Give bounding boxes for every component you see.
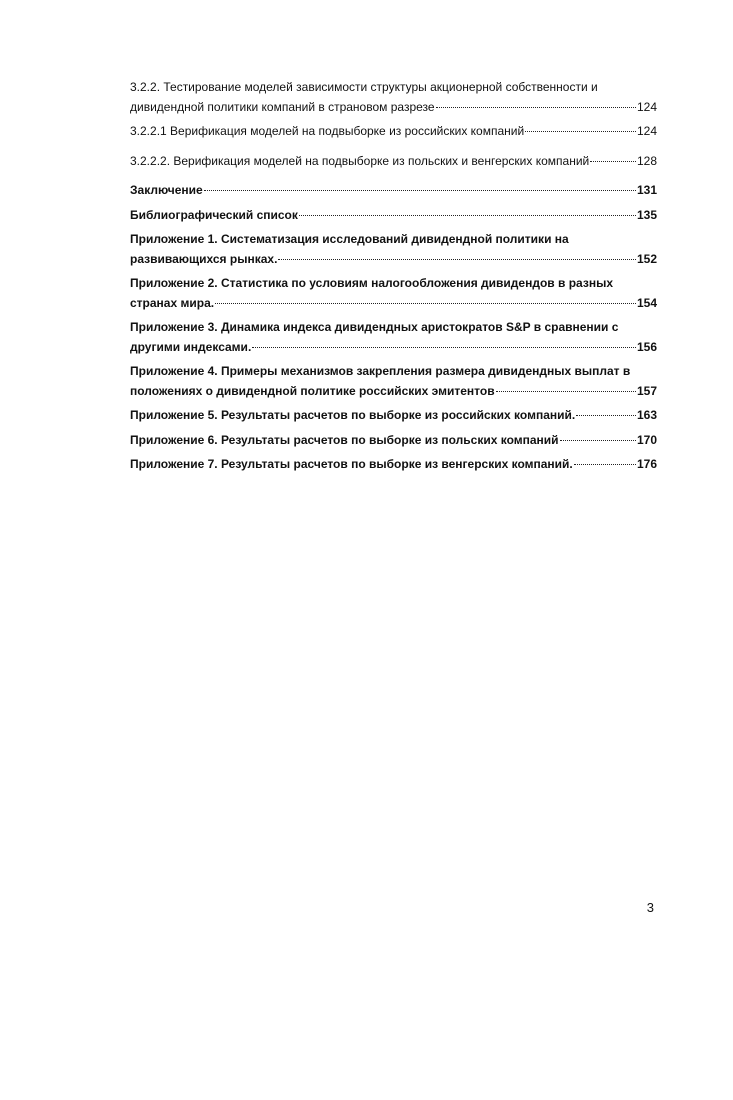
toc-entry-title-line1: Приложение 2. Статистика по условиям налогообложения дивидендов в разных [130, 276, 613, 290]
toc-entry-appendix-1[interactable] [130, 230, 657, 269]
toc-page-number: 124 [636, 99, 657, 114]
toc-entry-title: 3.2.2.1 Верификация моделей на подвыборке из российских компаний [130, 124, 525, 138]
toc-entry-title-line1: 3.2.2. Тестирование моделей зависимости структуры акционерной собственности и [130, 80, 598, 94]
toc-entry-appendix-5[interactable] [130, 406, 657, 426]
toc-entry-appendix-4[interactable] [130, 362, 657, 401]
toc-page-number: 176 [636, 457, 657, 471]
toc-entry-title: 3.2.2.2. Верификация моделей на подвыборке из польских и венгерских компаний [130, 153, 590, 168]
toc-entry-title-line1: Приложение 3. Динамика индекса дивидендных аристократов S&P в сравнении с [130, 320, 619, 334]
toc-entry-3-2-2[interactable] [130, 78, 657, 117]
toc-entry-bibliography[interactable] [130, 206, 657, 226]
dot-leader [574, 464, 636, 465]
dot-leader [525, 131, 636, 132]
toc-entry-title: Приложение 6. Результаты расчетов по выборке из польских компаний [130, 432, 559, 447]
toc-page-number: 170 [636, 432, 657, 447]
toc-entry-3-2-2-1[interactable] [130, 122, 657, 142]
toc-entry-appendix-3[interactable] [130, 318, 657, 357]
toc-entry-3-2-2-2[interactable] [130, 152, 657, 172]
page-number: 3 [646, 900, 654, 915]
toc-entry-title: Приложение 5. Результаты расчетов по выборке из российских компаний. [130, 408, 576, 422]
table-of-contents [130, 78, 657, 475]
toc-entry-appendix-2[interactable] [130, 274, 657, 313]
toc-page-number: 157 [636, 383, 657, 398]
dot-leader [496, 391, 636, 392]
toc-entry-title-line2: другими индексами. [130, 339, 252, 354]
toc-entry-title-line2: дивидендной политики компаний в страновом разрезе [130, 99, 435, 114]
toc-entry-title-line1: Приложение 4. Примеры механизмов закрепления размера дивидендных выплат в [130, 364, 631, 378]
toc-page-number: 135 [636, 207, 657, 222]
dot-leader [215, 303, 636, 304]
toc-page-number: 154 [636, 295, 657, 310]
toc-page-number: 131 [636, 183, 657, 197]
toc-entry-title-line2: развивающихся рынках. [130, 251, 278, 266]
dot-leader [278, 259, 636, 260]
dot-leader [204, 190, 636, 191]
toc-page-number: 156 [636, 339, 657, 354]
toc-entry-title-line1: Приложение 1. Систематизация исследований дивидендной политики на [130, 232, 569, 246]
toc-entry-appendix-7[interactable] [130, 455, 657, 475]
toc-entry-conclusion[interactable] [130, 181, 657, 201]
toc-entry-title-line2: странах мира. [130, 295, 215, 310]
dot-leader [576, 415, 636, 416]
toc-entry-appendix-6[interactable] [130, 431, 657, 451]
dot-leader [560, 440, 636, 441]
toc-entry-title-line2: положениях о дивидендной политике российских эмитентов [130, 383, 495, 398]
toc-page-number: 124 [636, 124, 657, 138]
dot-leader [590, 161, 636, 162]
toc-page-number: 163 [636, 408, 657, 422]
dot-leader [436, 107, 636, 108]
toc-entry-title: Заключение [130, 183, 203, 197]
toc-entry-title: Библиографический список [130, 207, 298, 222]
dot-leader [252, 347, 636, 348]
toc-entry-title: Приложение 7. Результаты расчетов по выборке из венгерских компаний. [130, 457, 573, 471]
dot-leader [299, 215, 636, 216]
toc-page-number: 128 [636, 153, 657, 168]
toc-page-number: 152 [636, 251, 657, 266]
